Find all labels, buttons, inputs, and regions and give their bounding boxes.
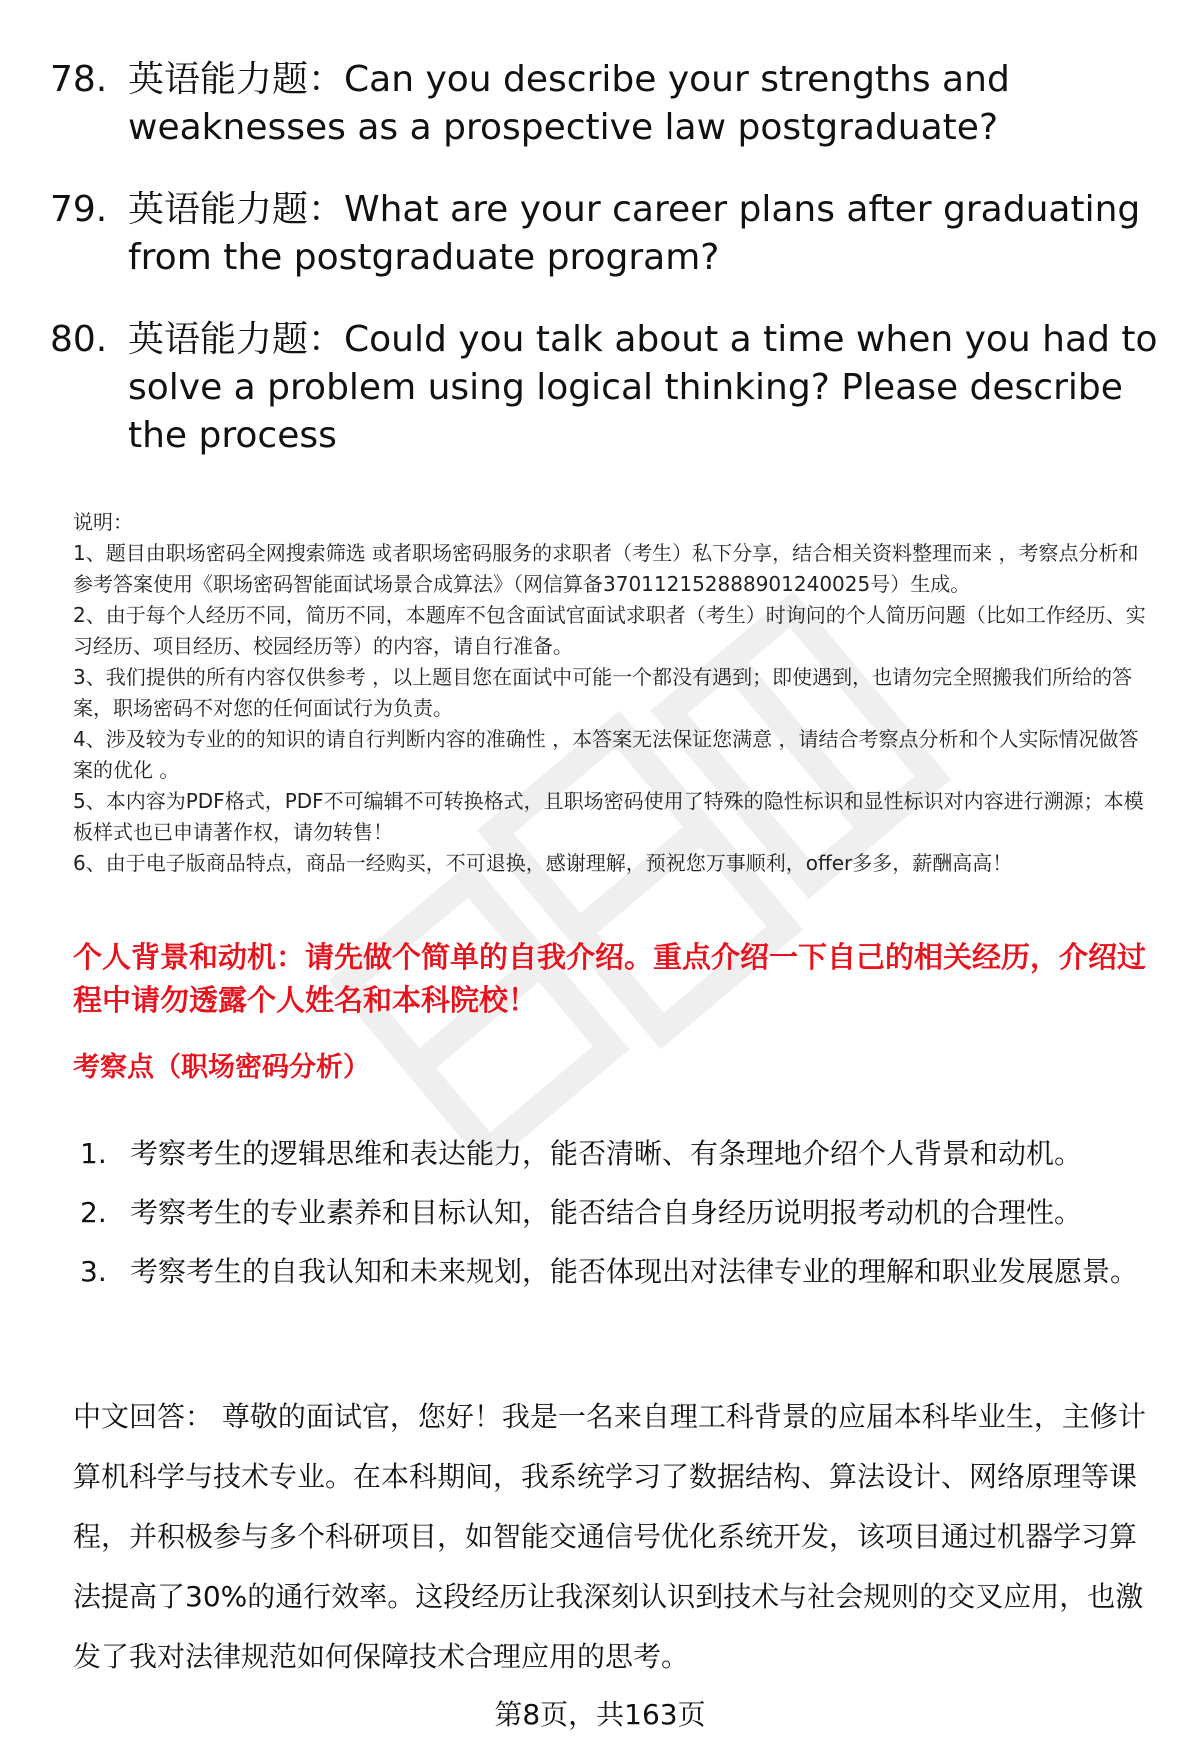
question-list	[50, 56, 1160, 494]
question-text: 英语能力题：Can you describe your strengths and weaknesses as a prospective law postgraduate?	[128, 59, 1010, 148]
question-text: 英语能力题：Could you talk about a time when you had to solve a problem using logical thinking? Please describe the process	[128, 319, 1158, 456]
points-heading: 考察点（职场密码分析）	[73, 1052, 370, 1083]
notes-item: 5、本内容为PDF格式，PDF不可编辑不可转换格式，且职场密码使用了特殊的隐性标识和显性标识对内容进行溯源；本模板样式也已申请著作权，请勿转售！	[73, 789, 1144, 844]
point-number: 2.	[80, 1196, 107, 1229]
question-number: 79.	[50, 189, 108, 230]
notes-item: 6、由于电子版商品特点，商品一经购买，不可退换，感谢理解，预祝您万事顺利，offer多多，薪酬高高！	[73, 851, 1013, 875]
page-footer: 第8页，共163页	[494, 1698, 706, 1731]
question-item	[50, 316, 1160, 460]
notes-item: 3、我们提供的所有内容仅供参考 ，以上题目您在面试中可能一个都没有遇到；即使遇到，也请勿完全照搬我们所给的答案，职场密码不对您的任何面试行为负责。	[73, 665, 1133, 720]
point-text: 考察考生的逻辑思维和表达能力，能否清晰、有条理地介绍个人背景和动机。	[130, 1137, 1083, 1170]
point-item	[80, 1184, 1155, 1241]
point-text: 考察考生的自我认知和未来规划，能否体现出对法律专业的理解和职业发展愿景。	[130, 1255, 1139, 1288]
points-list	[80, 1125, 1155, 1302]
notes-item: 4、涉及较为专业的的知识的请自行判断内容的准确性 ，本答案无法保证您满意 ，请结合考察点分析和个人实际情况做答案的优化 。	[73, 727, 1139, 782]
section-question: 个人背景和动机：请先做个简单的自我介绍。重点介绍一下自己的相关经历，介绍过程中请勿透露个人姓名和本科院校！	[73, 940, 1147, 1017]
answer-block	[73, 1387, 1155, 1687]
question-number: 80.	[50, 319, 108, 360]
point-item	[80, 1243, 1155, 1300]
notes-title: 说明：	[73, 510, 133, 534]
notes-item: 1、题目由职场密码全网搜索筛选 或者职场密码服务的求职者（考生）私下分享，结合相关资料整理而来 ，考察点分析和参考答案使用《职场密码智能面试场景合成算法》（网信算备370112152888901240025号）生成。	[73, 541, 1139, 596]
notes-block	[73, 507, 1155, 879]
point-item	[80, 1125, 1155, 1182]
question-number: 78.	[50, 59, 108, 100]
question-item	[50, 186, 1160, 282]
answer-text: 中文回答： 尊敬的面试官，您好！我是一名来自理工科背景的应届本科毕业生，主修计算机科学与技术专业。在本科期间，我系统学习了数据结构、算法设计、网络原理等课程，并积极参与多个科研项目，如智能交通信号优化系统开发，该项目通过机器学习算法提高了30%的通行效率。这段经历让我深刻认识到技术与社会规则的交叉应用，也激发了我对法律规范如何保障技术合理应用的思考。	[73, 1400, 1146, 1673]
notes-item: 2、由于每个人经历不同，简历不同，本题库不包含面试官面试求职者（考生）时询问的个人简历问题（比如工作经历、实习经历、项目经历、校园经历等）的内容，请自行准备。	[73, 603, 1146, 658]
point-number: 3.	[80, 1255, 107, 1288]
question-text: 英语能力题：What are your career plans after graduating from the postgraduate program?	[128, 189, 1141, 278]
point-number: 1.	[80, 1137, 107, 1170]
point-text: 考察考生的专业素养和目标认知，能否结合自身经历说明报考动机的合理性。	[130, 1196, 1083, 1229]
question-item	[50, 56, 1160, 152]
